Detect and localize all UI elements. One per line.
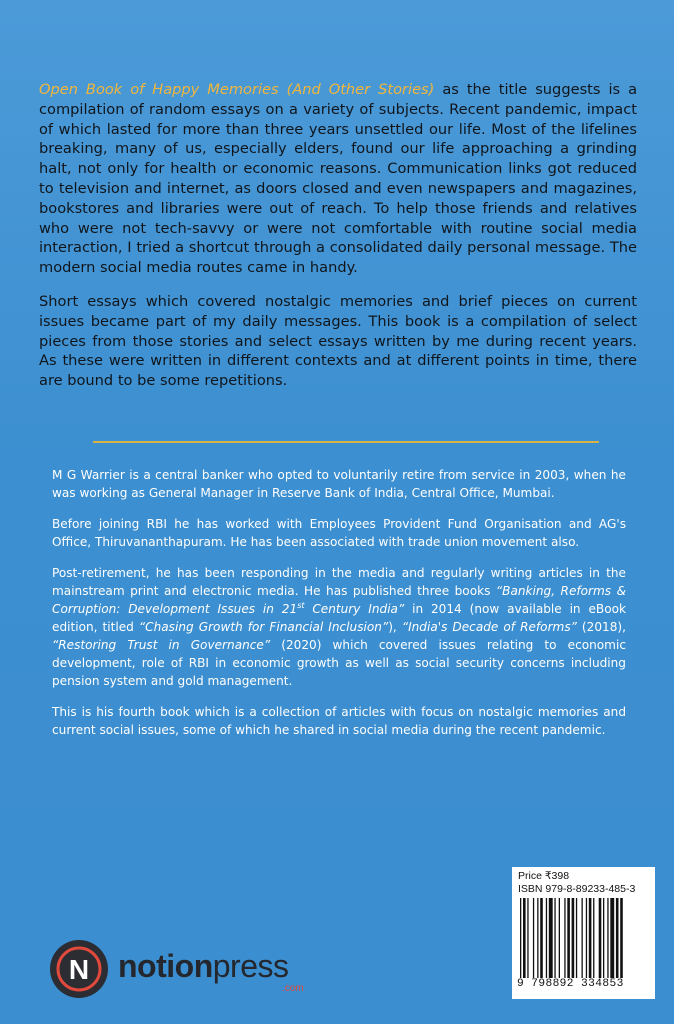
divider-rule <box>93 441 599 443</box>
book-title: Open Book of Happy Memories (And Other Stories) <box>39 81 435 98</box>
barcode-number: 9 798892 334853 <box>517 978 624 990</box>
publisher-domain: .com <box>282 983 304 994</box>
bio-text: (2018), <box>576 620 626 634</box>
publisher-name-bold: notion <box>118 948 213 984</box>
blurb-paragraph-2: Short essays which covered nostalgic memories and brief pieces on current issues became part of my daily messages. This book is a compilation of select pieces from those stories and select essays written by me during recent years. As these were written in different contexts and at different points in time, there are bound to be some repetitions. <box>39 292 637 390</box>
logo-letter: N <box>68 954 90 985</box>
bio-paragraph-2: Before joining RBI he has worked with Employees Provident Fund Organisation and AG's Office, Thiruvananthapuram. He has been associated with trade union movement also. <box>52 517 626 549</box>
book-title-3: “India's Decade of Reforms” <box>401 620 577 634</box>
bio-text: in 2014 (now available in eBook edition, titled <box>52 602 626 634</box>
publisher-logo <box>50 940 330 998</box>
book-title-1-part: “Banking, Reforms & Corruption: Development Issues in 21 <box>52 584 626 616</box>
blurb <box>39 80 637 405</box>
blurb-paragraph-1-text: as the title suggests is a compilation of random essays on a variety of subjects. Recent pandemic, impact of which lasted for more than three years unsettled our life. Most of the lifelines breaking, many of us, especially elders, found our life approaching a grinding halt, not only for health or economic reasons. Communication links got reduced to television and internet, as doors closed and even newspapers and magazines, bookstores and libraries were out of reach. To help those friends and relatives who were not tech-savvy or were not comfortable with routine social media interaction, I tried a shortcut through a consolidated daily personal message. The modern social media routes came in handy. <box>39 81 638 277</box>
superscript: st <box>297 600 305 610</box>
notionpress-mark-icon <box>50 940 108 998</box>
bio-text: Post-retirement, he has been responding in the media and regularly writing articles in the mainstream print and electronic media. He has published three books <box>52 566 626 598</box>
barcode-label <box>512 867 655 999</box>
blurb-paragraph-1 <box>39 80 637 278</box>
book-title-2: “Chasing Growth for Financial Inclusion” <box>138 620 389 634</box>
barcode-icon <box>519 898 649 978</box>
book-title-4: “Restoring Trust in Governance” <box>52 638 271 652</box>
bio-paragraph-1: M G Warrier is a central banker who opted to voluntarily retire from service in 2003, when he was working as General Manager in Reserve Bank of India, Central Office, Mumbai. <box>52 468 626 500</box>
isbn-text: ISBN 979-8-89233-485-3 <box>518 883 636 895</box>
price-text: Price ₹398 <box>518 870 570 882</box>
bio-text: ), <box>388 620 402 634</box>
book-title-1-end: Century India” <box>304 602 405 616</box>
publisher-name <box>118 948 288 985</box>
bio-paragraph-3 <box>52 564 626 690</box>
publisher-name-light: press <box>212 948 289 984</box>
author-bio <box>52 466 626 752</box>
bio-text: (2020) which covered issues relating to economic development, role of RBI in economic growth as well as social security concerns including pension system and gold management. <box>52 638 626 688</box>
bio-paragraph-4: This is his fourth book which is a collection of articles with focus on nostalgic memories and current social issues, some of which he shared in social media during the recent pandemic. <box>52 705 626 737</box>
